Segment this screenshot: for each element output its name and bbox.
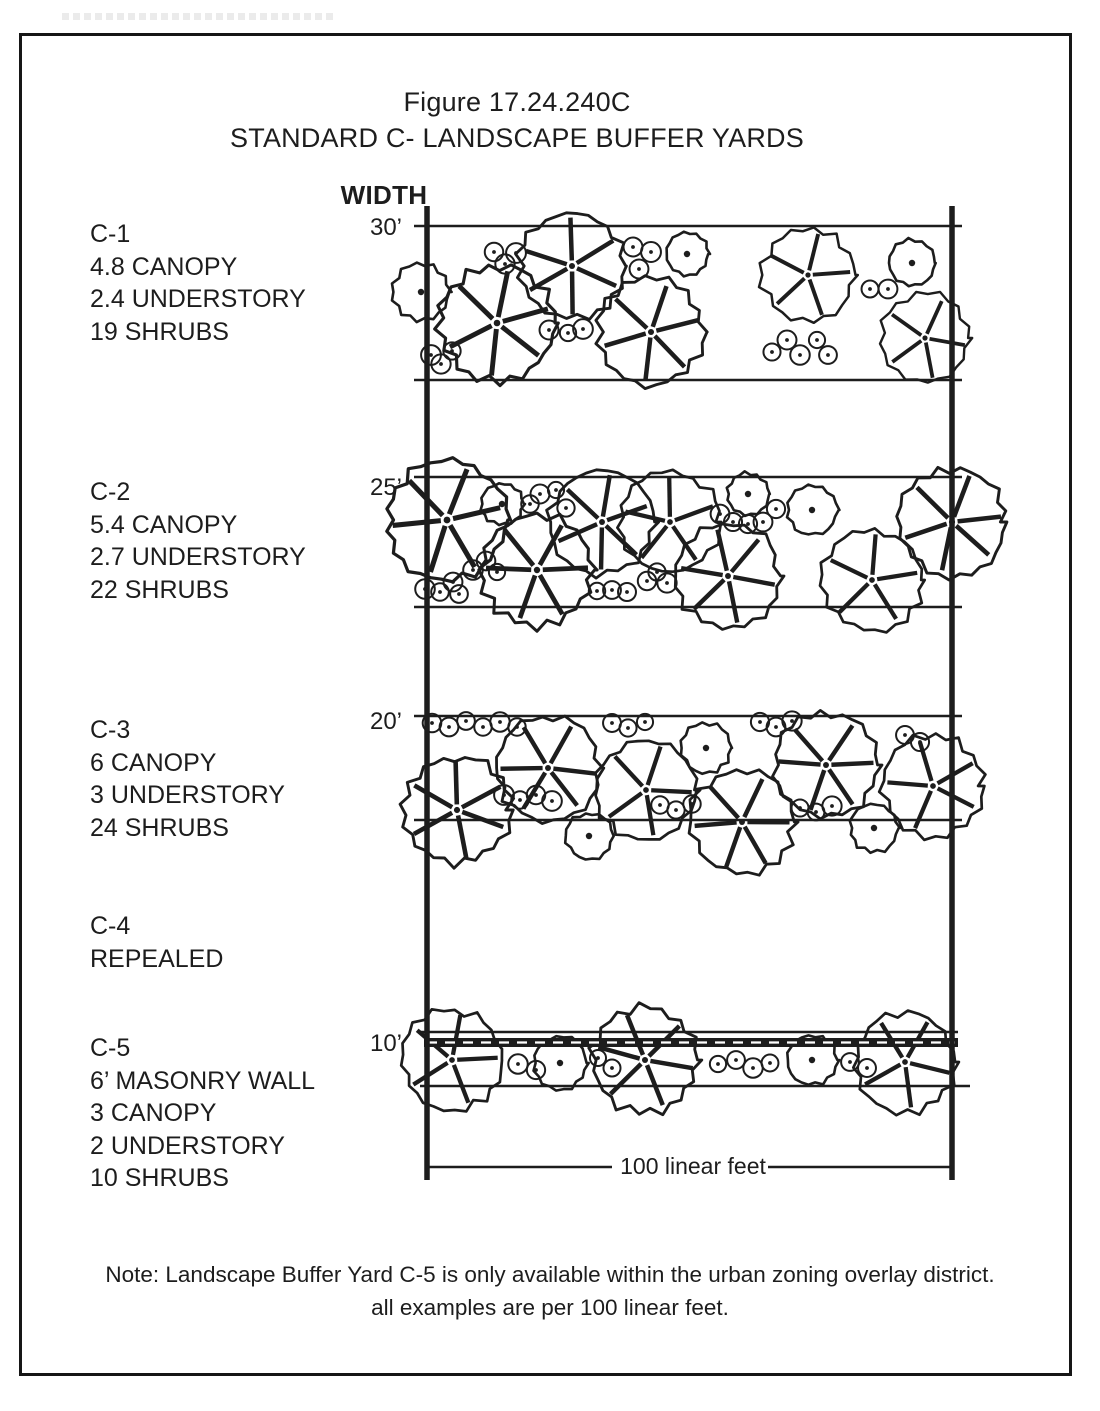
note-line-1: Note: Landscape Buffer Yard C-5 is only available within the urban zoning overlay district. — [105, 1262, 995, 1287]
width-value-c5: 10’ — [369, 1030, 402, 1057]
linear-feet-label: 100 linear feet — [620, 1153, 766, 1179]
yard-id: C-4 — [90, 912, 131, 940]
yard-understory-req: 3 UNDERSTORY — [90, 781, 285, 809]
figure-subtitle: STANDARD C- LANDSCAPE BUFFER YARDS — [230, 123, 804, 153]
width-column-header: WIDTH — [340, 180, 428, 210]
note-line-2: all examples are per 100 linear feet. — [371, 1295, 729, 1320]
yard-canopy-req: 5.4 CANOPY — [90, 510, 238, 539]
yard-understory-req: 2.7 UNDERSTORY — [90, 543, 306, 571]
yard-id: C-2 — [90, 478, 131, 506]
width-value-c2: 25’ — [369, 474, 402, 501]
yard-canopy-req: 6 CANOPY — [90, 748, 217, 777]
figure-number: Figure 17.24.240C — [403, 87, 631, 117]
yard-canopy-req: 4.8 CANOPY — [90, 252, 238, 281]
yard-shrub-req: 22 SHRUBS — [90, 575, 229, 604]
yard-id: C-5 — [90, 1034, 131, 1062]
figure-note — [0, 1258, 1100, 1324]
yard-id: C-3 — [90, 716, 131, 744]
yard-id: C-1 — [90, 220, 131, 248]
yard-repealed: REPEALED — [90, 944, 224, 973]
width-value-c1: 30’ — [369, 214, 402, 241]
yard-shrub-req: 19 SHRUBS — [90, 317, 229, 346]
yard-wall-req: 6’ MASONRY WALL — [90, 1066, 316, 1095]
yard-understory-req: 2.4 UNDERSTORY — [90, 285, 306, 313]
yard-understory-req: 2 UNDERSTORY — [90, 1131, 285, 1160]
yard-shrub-req: 24 SHRUBS — [90, 813, 229, 842]
yard-canopy-req: 3 CANOPY — [90, 1099, 217, 1127]
yard-shrub-req: 10 SHRUBS — [90, 1164, 229, 1192]
width-value-c3: 20’ — [369, 708, 402, 735]
